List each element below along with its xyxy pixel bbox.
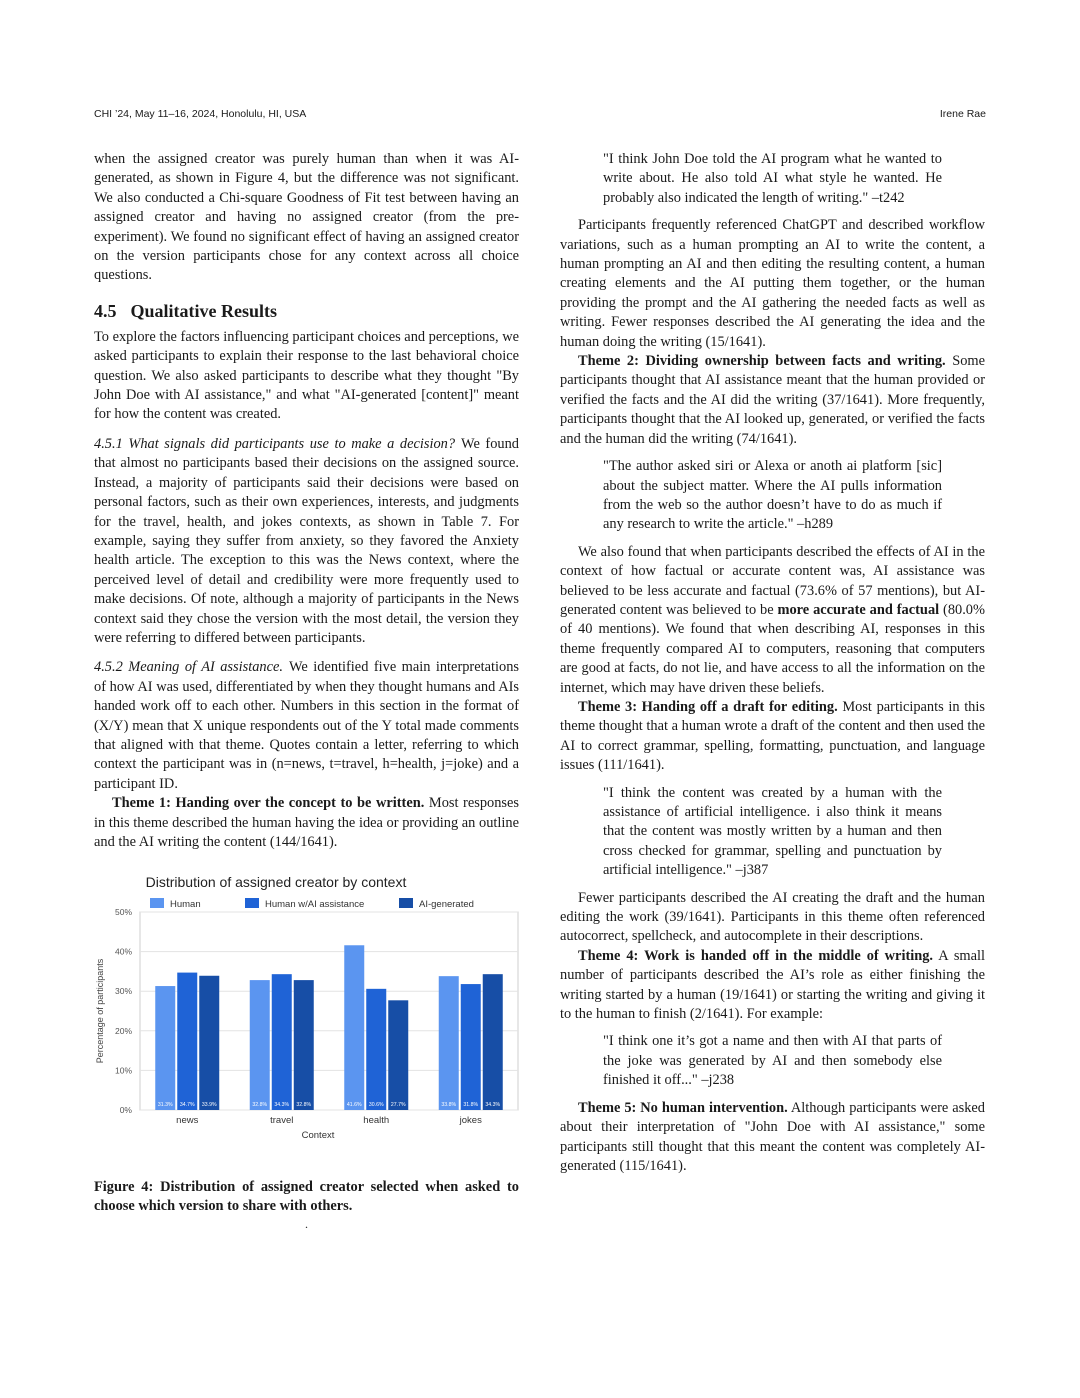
y-tick-label: 0%	[119, 1105, 132, 1116]
right-column	[560, 150, 985, 1176]
fewer-participants-paragraph: Fewer participants described the AI creating the draft and the human editing the work (39/1641). Participants in this theme often referenced autocorrect, spellcheck, and autocomplete in their descriptions.	[560, 889, 985, 945]
section-title: Qualitative Results	[130, 300, 277, 321]
theme-body: Some participants thought that AI assistance meant that the human provided or verified the facts and the AI did the writing (37/1641). More frequently, participants thought that the AI looked up, generated, or verified the facts and the human did the writing (74/1641).	[560, 353, 985, 447]
bar-health-0	[344, 946, 364, 1111]
section-heading	[94, 300, 519, 322]
bar-news-0	[155, 986, 175, 1110]
theme-body: Most responses in this theme described the human having the idea or providing an outline and the AI writing the content (144/1641).	[94, 795, 520, 850]
text-run: We also found that when participants described the effects of AI in the context of how factual or accurate content was, AI assistance was believed to be less accurate and factual (73.6% of 57 mentions), but AI-generated content was believed to be	[560, 543, 985, 618]
bar-jokes-2	[483, 975, 503, 1111]
theme-title: Theme 3: Handing off a draft for editing.	[578, 698, 838, 715]
page-header	[94, 108, 986, 124]
subsection-title: 4.5.2 Meaning of AI assistance.	[94, 659, 283, 676]
y-tick-label: 20%	[114, 1026, 132, 1037]
quote-j238: "I think one it’s got a name and then with AI that parts of the joke was generated by AI and then somebody else finished it off..." –j238	[603, 1033, 942, 1089]
legend-swatch	[399, 898, 413, 908]
bold-run: more accurate and factual	[777, 601, 940, 618]
x-tick-label: news	[176, 1115, 199, 1127]
y-tick-label: 50%	[114, 907, 132, 918]
chart-title: Distribution of assigned creator by context	[145, 874, 407, 891]
quote-block	[560, 457, 985, 535]
running-head-venue: CHI ’24, May 11–16, 2024, Honolulu, HI, USA	[94, 108, 307, 120]
y-tick-label: 10%	[114, 1065, 132, 1076]
text-run: (80.0% of 40 mentions). We found that when describing AI, responses in this theme frequently compared AI to computers, reasoning that computers are good at facts, do not lie, and have access to all the information on the internet, which may have driven these beliefs.	[560, 601, 985, 696]
bar-data-label: 34.7%	[179, 1102, 195, 1109]
bar-data-label: 30.6%	[368, 1102, 384, 1109]
bar-jokes-0	[439, 977, 459, 1111]
y-axis-label: Percentage of participants	[95, 959, 105, 1064]
quote-h289: "The author asked siri or Alexa or anoth ai platform [sic] about the subject matter. Where the AI pulls information from the web so the author doesn’t have to do as much if any research to write the article." –h289	[603, 458, 942, 533]
theme-2-paragraph	[560, 352, 985, 449]
subsection-body: We identified five main interpretations of how AI was used, differentiated by when they thought humans and AIs handed work off to each other. Numbers in this section in the format of (X/Y) mean that X unique respondents out of the Y total made comments that aligned with that theme. Quotes contain a letter, referring to which context the participant was in (n=news, t=travel, h=health, j=joke) and a participant ID.	[94, 659, 519, 792]
legend-label: Human	[170, 899, 201, 911]
quote-block	[560, 150, 985, 208]
theme-3-paragraph	[560, 698, 985, 776]
bar-data-label: 27.7%	[390, 1102, 406, 1109]
y-tick-label: 30%	[114, 986, 132, 997]
trailing-dot: .	[305, 1217, 308, 1232]
bar-data-label: 32.8%	[252, 1102, 268, 1109]
theme-title: Theme 5: No human intervention.	[578, 1099, 788, 1116]
legend-swatch	[150, 898, 164, 908]
bar-data-label: 41.6%	[346, 1102, 362, 1109]
quote-t242: "I think John Doe told the AI program what he wanted to write about. He also told AI what style he wanted. He probably also indicated the length of writing." –t242	[603, 151, 942, 206]
bar-health-2	[388, 1001, 408, 1111]
bar-data-label: 31.3%	[157, 1102, 173, 1109]
bar-data-label: 33.8%	[441, 1102, 457, 1109]
theme-1-paragraph	[94, 794, 519, 852]
bar-data-label: 34.3%	[274, 1102, 290, 1109]
bar-travel-0	[250, 981, 270, 1111]
theme-body: Although participants were asked about their interpretation of "John Doe with AI assistance," some participants still thought that this meant the content was completely AI-generated (115/1641).	[560, 1099, 985, 1174]
x-tick-label: travel	[270, 1115, 294, 1127]
bar-data-label: 32.8%	[296, 1102, 312, 1109]
figure-4-chart	[94, 870, 519, 1170]
quote-block	[560, 784, 985, 881]
bar-data-label: 34.3%	[485, 1102, 501, 1109]
left-column	[94, 150, 519, 1230]
bar-travel-2	[294, 981, 314, 1111]
bar-jokes-1	[461, 984, 481, 1110]
bar-chart-svg	[94, 870, 519, 1170]
running-head-author: Irene Rae	[939, 108, 986, 120]
subsection-title: 4.5.1 What signals did participants use to make a decision?	[94, 435, 456, 452]
bar-news-1	[177, 973, 197, 1110]
subsection-4-5-2	[94, 658, 519, 794]
bar-data-label: 31.8%	[463, 1102, 479, 1109]
legend-label: Human w/AI assistance	[265, 899, 365, 911]
quote-block	[560, 1032, 985, 1090]
bar-news-2	[199, 976, 219, 1110]
legend-label: AI-generated	[419, 899, 474, 911]
quote-j387: "I think the content was created by a human with the assistance of artificial intelligence. i also think it means that the content was mostly written by a human and then cross checked for grammar, spelling and punctuation by artificial intelligence." –j387	[603, 784, 942, 879]
theme-title: Theme 1: Handing over the concept to be written.	[112, 795, 425, 812]
theme-title: Theme 4: Work is handed off in the middle of writing.	[578, 947, 934, 964]
x-axis-label: Context	[301, 1130, 335, 1142]
x-tick-label: health	[363, 1115, 390, 1127]
section-number: 4.5	[94, 300, 117, 321]
chatgpt-paragraph: Participants frequently referenced ChatGPT and described workflow variations, such as a human prompting an AI to write the content, a human prompting an AI and then editing the resulting content, a human creating elements and the AI putting them together, or the human providing the prompt and the AI gathering the needed facts as well as writing. Fewer responses described the AI generating the idea and the human doing the writing (15/1641).	[560, 217, 985, 350]
bar-travel-1	[272, 975, 292, 1111]
theme-body: A small number of participants described the AI’s role as either finishing the writing started by a human (19/1641) or starting the writing and giving it to the human to finish (2/1641). For example:	[560, 947, 986, 1023]
factual-paragraph	[560, 543, 985, 698]
theme-4-paragraph	[560, 947, 985, 1025]
qualitative-intro-paragraph: To explore the factors influencing participant choices and perceptions, we asked participants to explain their response to the last behavioral choice question. We also asked participants to describe what they thought "By John Doe with AI assistance," and what "AI-generated [content]" meant for how the content was created.	[94, 328, 519, 423]
legend-swatch	[245, 898, 259, 908]
theme-5-paragraph	[560, 1099, 985, 1177]
bar-health-1	[366, 989, 386, 1110]
figure-caption: Figure 4: Distribution of assigned creator selected when asked to choose which version to share with others.	[94, 1179, 519, 1215]
theme-title: Theme 2: Dividing ownership between facts and writing.	[578, 353, 946, 370]
intro-paragraph: when the assigned creator was purely human than when it was AI-generated, as shown in Figure 4, but the difference was not significant. We also conducted a Chi-square Goodness of Fit test between having an assigned creator and having no assigned creator (from the pre-experiment). We found no significant effect of having an assigned creator on the version participants chose for any context across all choice questions.	[94, 151, 519, 284]
subsection-4-5-1	[94, 435, 519, 648]
subsection-body: We found that almost no participants based their decisions on the assigned source. Instead, a majority of participants said their decisions were based on personal factors, such as their own experiences, interests, and judgments for the travel, health, and jokes contexts, as shown in Table 7. For example, saying they suffer from anxiety, so they favored the Anxiety health article. The exception to this was the News context, where the perceived level of detail and credibility were more frequently used to make decisions. Of note, although a majority of participants in the News context said they chose the version with the most detail, the version they were referring to differed between participants.	[94, 435, 519, 646]
y-tick-label: 40%	[114, 947, 132, 958]
bar-data-label: 33.9%	[201, 1102, 217, 1109]
theme-body: Most participants in this theme thought that a human wrote a draft of the content and then used the AI to correct grammar, spelling, formatting, punctuation, and language issues (111/1641).	[560, 698, 985, 774]
x-tick-label: jokes	[459, 1115, 482, 1127]
